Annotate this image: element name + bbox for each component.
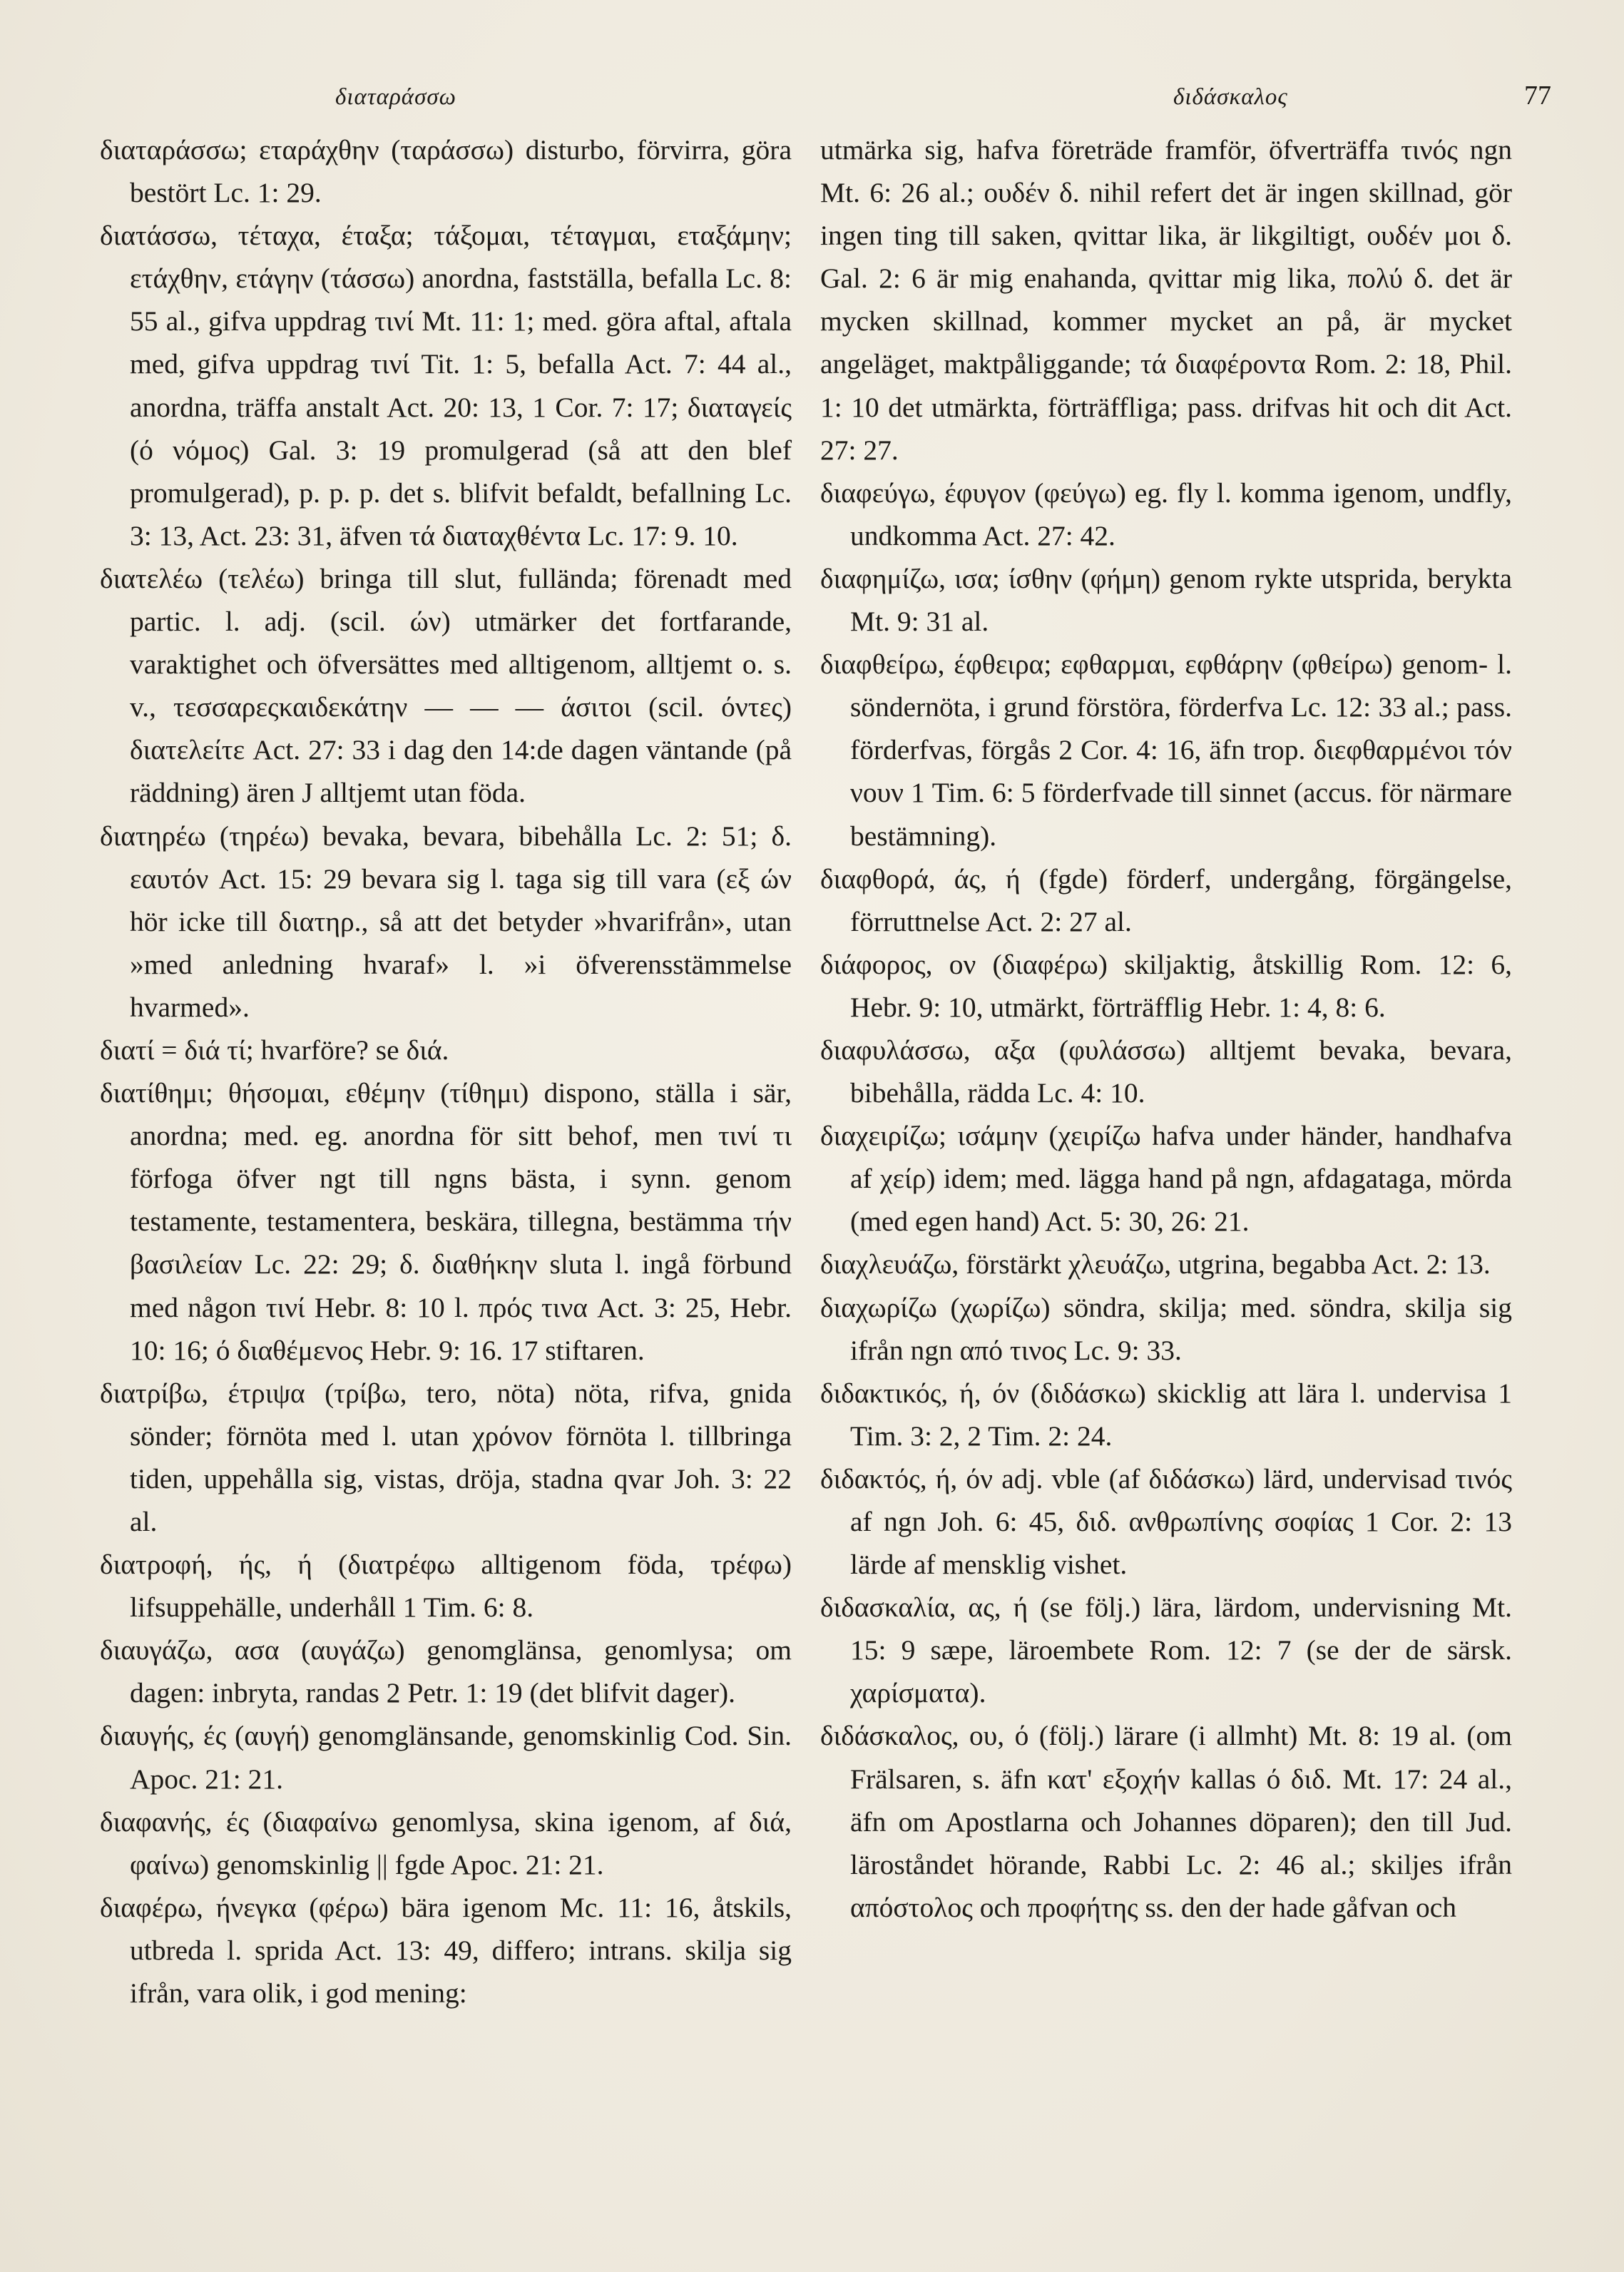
dictionary-entry: διατάσσω, τέταχα, έταξα; τάξομαι, τέταγμαι, εταξάμην; ετάχθην, ετάγην (τάσσω) anordna, fastställa, befalla Lc. 8: 55 al., gifva uppdrag τινί Mt. 11: 1; med. göra aftal, aftala med, gifva uppdrag τινί Tit. 1: 5, befalla Act. 7: 44 al., anordna, träffa anstalt Act. 20: 13, 1 Cor. 7: 17; διαταγείς (ό νόμος) Gal. 3: 19 promulgerad (så att den blef promulgerad), p. p. p. det s. blifvit befaldt, befallning Lc. 3: 13, Act. 23: 31, äfven τά διαταχθέντα Lc. 17: 9. 10. (100, 220, 792, 551)
dictionary-entry: διατελέω (τελέω) bringa till slut, fullända; förenadt med partic. l. adj. (scil. ών) utmärker det fortfarande, varaktighet och öfversättes med alltigenom, alltjemt o. s. v., τεσσαρεςκαιδεκάτην — — — άσιτοι (scil. όντες) διατελείτε Act. 27: 33 i dag den 14:de dagen väntande (på räddning) ären J alltjemt utan föda. (100, 562, 792, 809)
dictionary-entry-continued: utmärka sig, hafva företräde framför, öfverträffa τινός ngn Mt. 6: 26 al.; ουδέν δ. nihil refert det är ingen skillnad, gör ingen ting till saken, qvittar lika, är likgiltigt, ουδέν μοι δ. Gal. 2: 6 är mig enahanda, qvittar mig lika, πολύ δ. det är mycken skillnad, kommer mycket an på, är mycket angeläget, maktpåliggande; τά διαφέροντα Rom. 2: 18, Phil. 1: 10 det utmärkta, förträffliga; pass. drifvas hit och dit Act. 27: 27. (820, 134, 1512, 466)
dictionary-entry: διαφυλάσσω, αξα (φυλάσσω) alltjemt bevaka, bevara, bibehålla, rädda Lc. 4: 10. (820, 1034, 1512, 1109)
dictionary-entry: διδασκαλία, ας, ή (se följ.) lära, lärdom, undervisning Mt. 15: 9 sæpe, läroembete Rom. 12: 7 (se der de särsk. χαρίσματα). (820, 1591, 1512, 1709)
dictionary-entry: διαφανής, ές (διαφαίνω genomlysa, skina igenom, af διά, φαίνω) genomskinlig || fgde Apoc. 21: 21. (100, 1805, 792, 1880)
right-column (820, 128, 1512, 1929)
dictionary-entry: διαφέρω, ήνεγκα (φέρω) bära igenom Mc. 11: 16, åtskils, utbreda l. sprida Act. 13: 49, differo; intrans. skilja sig ifrån, vara olik, i god mening: (100, 1891, 792, 2009)
dictionary-entry: διατί = διά τί; hvarföre? se διά. (100, 1034, 449, 1066)
dictionary-entry: διαφθορά, άς, ή (fgde) förderf, undergång, förgängelse, förruttnelse Act. 2: 27 al. (820, 862, 1512, 937)
dictionary-entry: διδακτός, ή, όν adj. vble (af διδάσκω) lärd, undervisad τινός af ngn Joh. 6: 45, διδ. ανθρωπίνης σοφίας 1 Cor. 2: 13 lärde af mensklig vishet. (820, 1462, 1512, 1581)
dictionary-entry: διαχλευάζω, förstärkt χλευάζω, utgrina, begabba Act. 2: 13. (820, 1248, 1491, 1280)
dictionary-entry: διατροφή, ής, ή (διατρέφω alltigenom föda, τρέφω) lifsuppehälle, underhåll 1 Tim. 6: 8. (100, 1549, 792, 1624)
left-running-head: διαταράσσω (335, 84, 456, 110)
dictionary-entry: διδακτικός, ή, όν (διδάσκω) skicklig att lära l. undervisa 1 Tim. 3: 2, 2 Tim. 2: 24. (820, 1377, 1512, 1452)
dictionary-entry: διαφθείρω, έφθειρα; εφθαρμαι, εφθάρην (φθείρω) genom- l. söndernöta, i grund förstöra, förderfva Lc. 12: 33 al.; pass. förderfvas, förgås 2 Cor. 4: 16, äfn trop. διεφθαρμένοι τόν νουν 1 Tim. 6: 5 förderfvade till sinnet (accus. för närmare bestämning). (820, 648, 1512, 852)
dictionary-entry: διαχωρίζω (χωρίζω) söndra, skilja; med. söndra, skilja sig ifrån ngn από τινος Lc. 9: 33. (820, 1291, 1512, 1366)
left-column (100, 128, 792, 2014)
dictionary-entry: διδάσκαλος, ου, ό (följ.) lärare (i allmht) Mt. 8: 19 al. (om Frälsaren, s. äfn κατ' εξοχήν kallas ό διδ. Mt. 17: 24 al., äfn om Apostlarna och Johannes döparen); den till Jud. läroståndet hörande, Rabbi Lc. 2: 46 al.; skiljes ifrån απόστολος och προφήτης ss. den der hade gåfvan och (820, 1720, 1512, 1923)
page-number: 77 (1524, 81, 1551, 111)
dictionary-entry: διάφορος, ον (διαφέρω) skiljaktig, åtskillig Rom. 12: 6, Hebr. 9: 10, utmärkt, förträfflig Hebr. 1: 4, 8: 6. (820, 948, 1512, 1023)
dictionary-entry: διατηρέω (τηρέω) bevaka, bevara, bibehålla Lc. 2: 51; δ. εαυτόν Act. 15: 29 bevara sig l. taga sig till vara (εξ ών hör icke till διατηρ., så att det betyder »hvarifrån», utan »med anledning hvaraf» l. »i öfverensstämmelse hvarmed». (100, 820, 792, 1023)
right-running-head: διδάσκαλος (1173, 84, 1288, 110)
dictionary-entry: διατρίβω, έτριψα (τρίβω, tero, nöta) nöta, rifva, gnida sönder; förnöta med l. utan χρόνον förnöta l. tillbringa tiden, uppehålla sig, vistas, dröja, stadna qvar Joh. 3: 22 al. (100, 1377, 792, 1537)
dictionary-entry: διαυγής, ές (αυγή) genomglänsande, genomskinlig Cod. Sin. Apoc. 21: 21. (100, 1720, 792, 1795)
dictionary-entry: διαφεύγω, έφυγον (φεύγω) eg. fly l. komma igenom, undfly, undkomma Act. 27: 42. (820, 477, 1512, 551)
dictionary-entry: διαυγάζω, ασα (αυγάζω) genomglänsa, genomlysa; om dagen: inbryta, randas 2 Petr. 1: 19 (det blifvit dager). (100, 1634, 792, 1709)
dictionary-entry: διαφημίζω, ισα; ίσθην (φήμη) genom rykte utsprida, berykta Mt. 9: 31 al. (820, 562, 1512, 638)
dictionary-entry: διαταράσσω; εταράχθην (ταράσσω) disturbo, förvirra, göra bestört Lc. 1: 29. (100, 134, 792, 209)
dictionary-entry: διατίθημι; θήσομαι, εθέμην (τίθημι) dispono, ställa i sär, anordna; med. eg. anordna för sitt behof, men τινί τι förfoga öfver ngt till ngns bästa, i synn. genom testamente, testamentera, beskära, tillegna, bestämma τήν βασιλείαν Lc. 22: 29; δ. διαθήκην sluta l. ingå förbund med någon τινί Hebr. 8: 10 l. πρός τινα Act. 3: 25, Hebr. 10: 16; ό διαθέμενος Hebr. 9: 16. 17 stiftaren. (100, 1077, 792, 1366)
dictionary-entry: διαχειρίζω; ισάμην (χειρίζω hafva under händer, handhafva af χείρ) idem; med. lägga hand på ngn, afdagataga, mörda (med egen hand) Act. 5: 30, 26: 21. (820, 1120, 1512, 1238)
